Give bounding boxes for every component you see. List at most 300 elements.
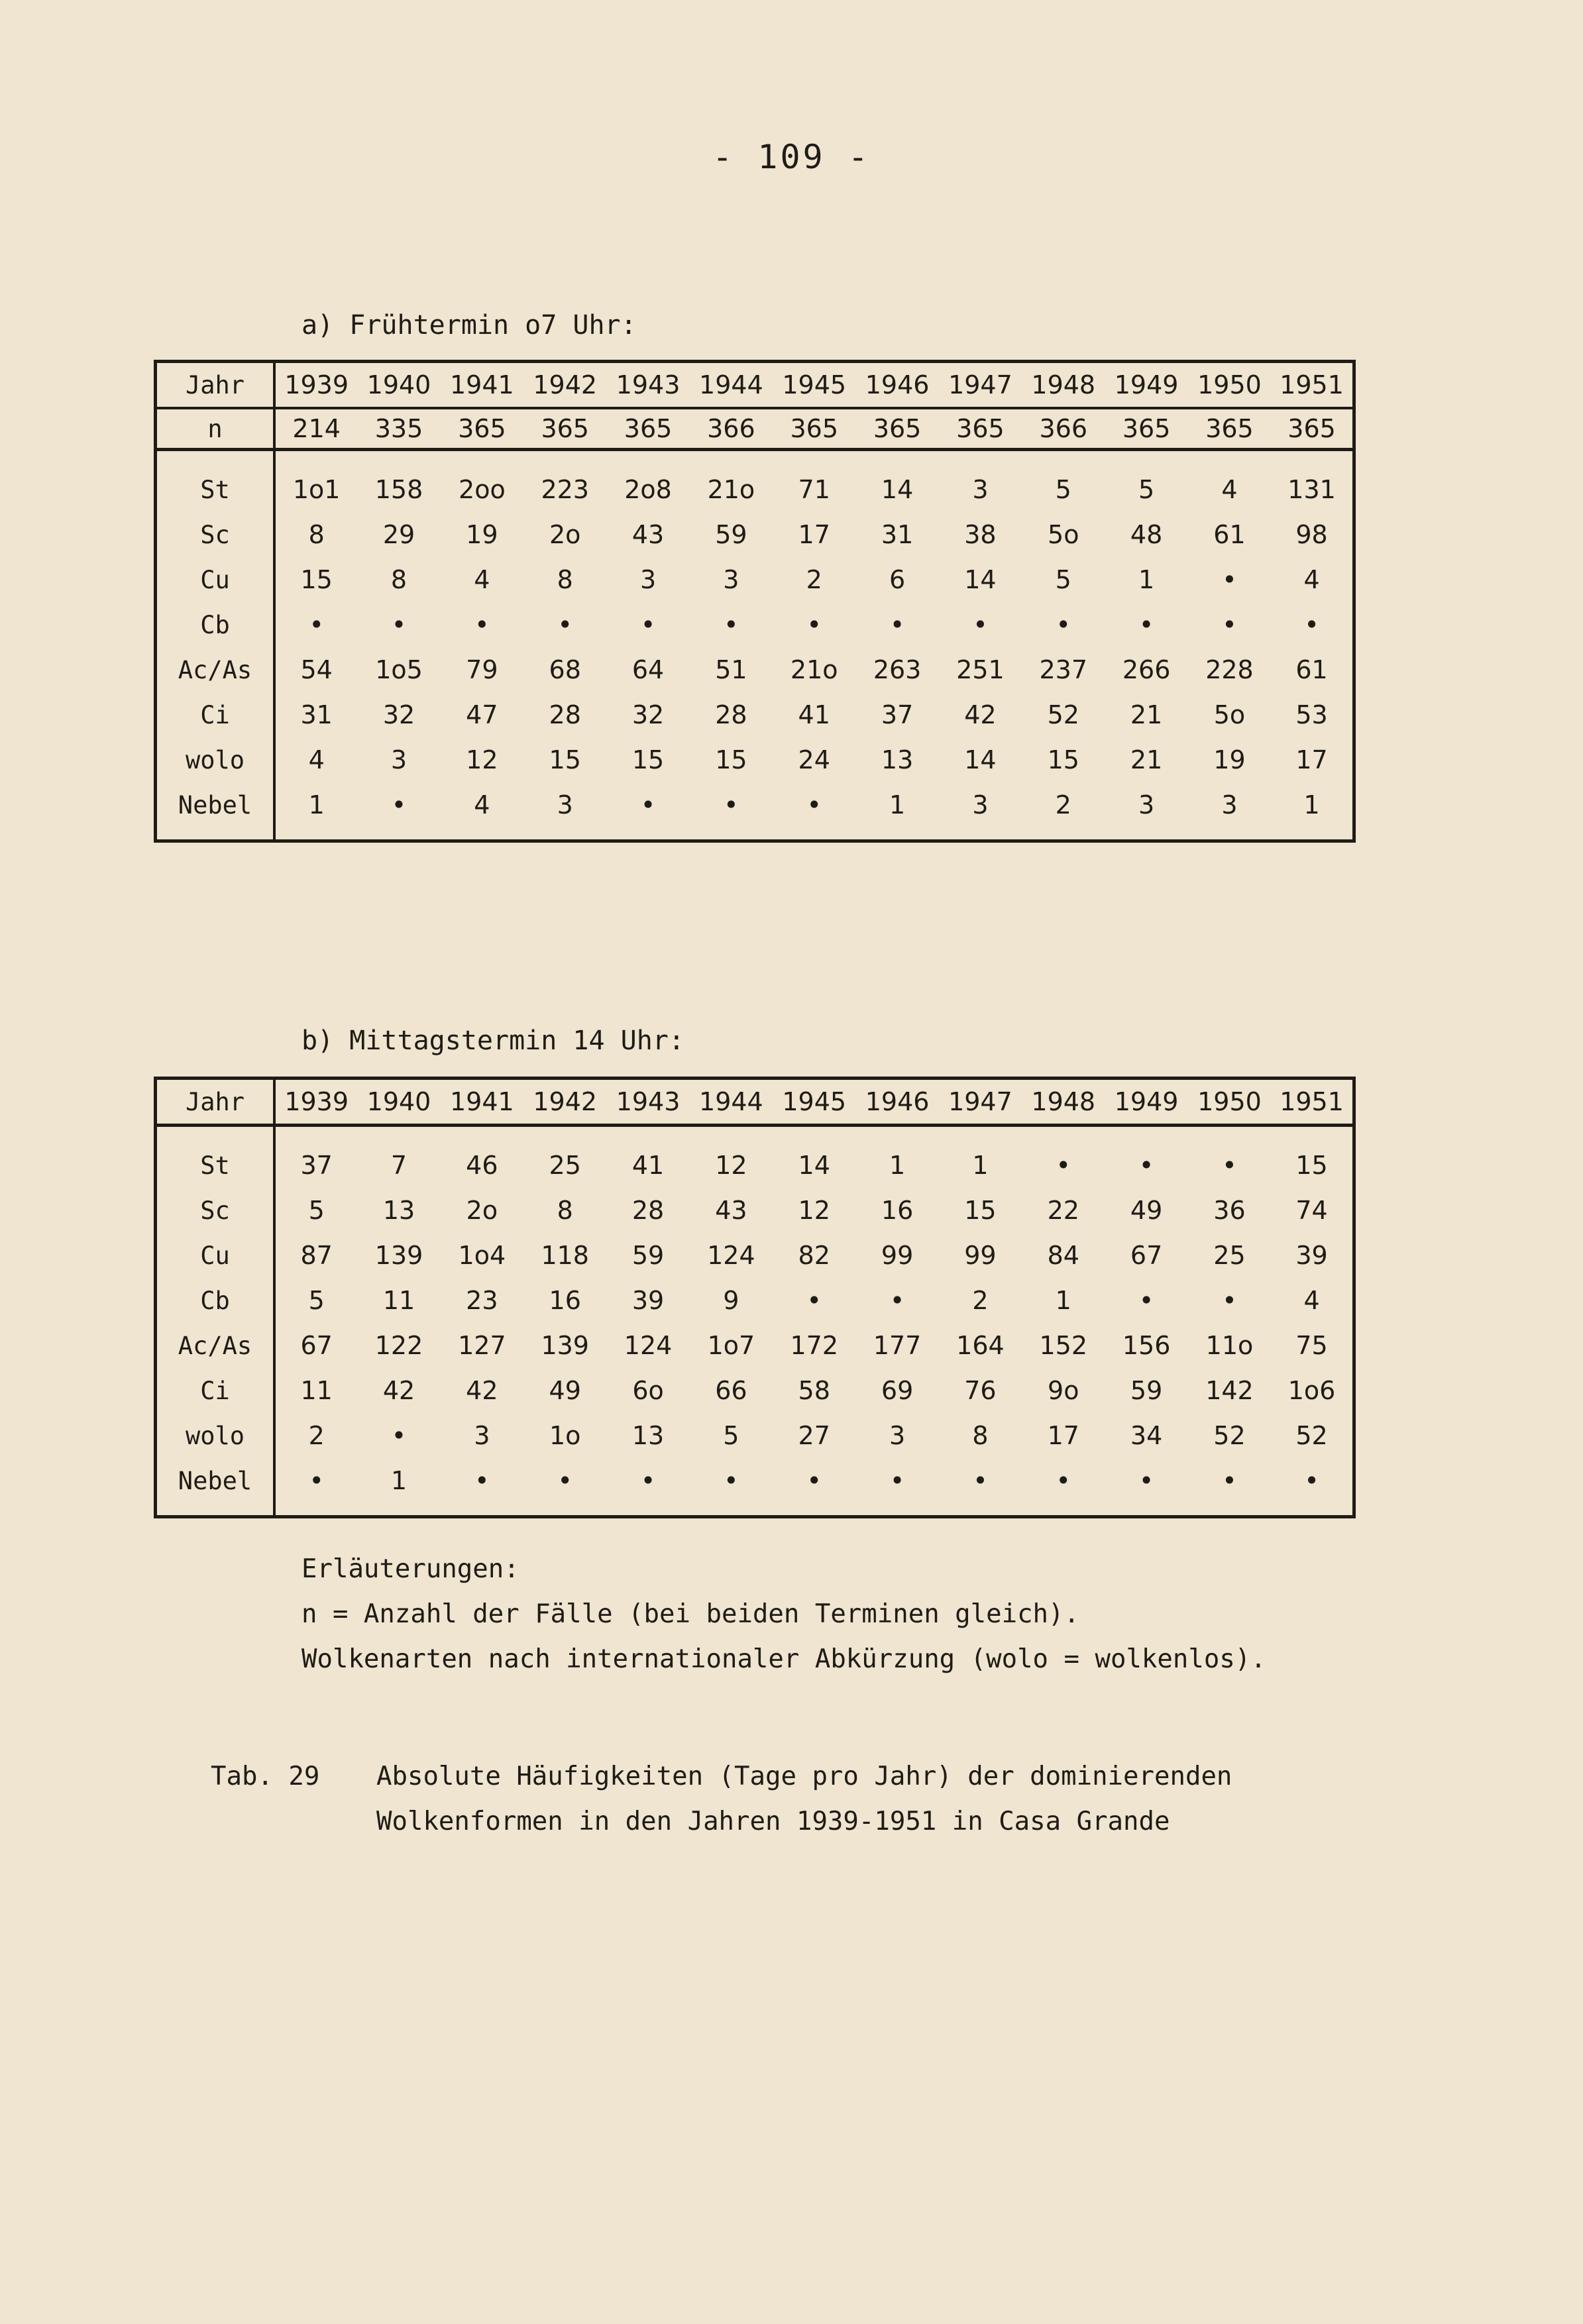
year-header: 1942 bbox=[533, 370, 598, 399]
table-cell: 76 bbox=[964, 1376, 997, 1405]
table-cell: 48 bbox=[1130, 520, 1163, 549]
table-cell: 74 bbox=[1295, 1196, 1328, 1225]
row-header-label: Jahr bbox=[156, 1079, 275, 1126]
table-cell: 17 bbox=[1047, 1421, 1079, 1450]
year-header: 1942 bbox=[533, 1087, 598, 1116]
table-row bbox=[156, 1188, 1354, 1233]
table-cell: 3 bbox=[889, 1421, 906, 1450]
table-cell: 31 bbox=[881, 520, 914, 549]
table-cell: • bbox=[640, 610, 656, 639]
table-cell: • bbox=[1304, 610, 1319, 639]
table-cell: 172 bbox=[790, 1331, 838, 1360]
row-label: Ac/As bbox=[156, 647, 275, 692]
table-cell: 61 bbox=[1295, 655, 1328, 684]
year-header: 1950 bbox=[1197, 370, 1262, 399]
table-cell: 14 bbox=[881, 475, 914, 504]
table-cell: 4 bbox=[1221, 475, 1238, 504]
table-row bbox=[156, 1458, 1354, 1503]
section-b-heading: b) Mittagstermin 14 Uhr: bbox=[301, 1026, 684, 1056]
table-cell: 14 bbox=[964, 745, 997, 774]
table-cell: 11 bbox=[300, 1376, 333, 1405]
table-cell: 54 bbox=[300, 655, 333, 684]
year-header: 1947 bbox=[948, 370, 1012, 399]
table-row bbox=[156, 782, 1354, 827]
table-row bbox=[156, 1323, 1354, 1368]
table-cell: • bbox=[1138, 1286, 1154, 1315]
table-cell: • bbox=[640, 1466, 656, 1495]
table-cell: 3 bbox=[1221, 790, 1238, 819]
table-cell: 5o bbox=[1048, 520, 1079, 549]
spacer-cell bbox=[156, 450, 275, 468]
year-header: 1939 bbox=[284, 1087, 349, 1116]
table-cell: 2 bbox=[806, 565, 822, 594]
year-header: 1951 bbox=[1280, 1087, 1344, 1116]
table-midday bbox=[154, 1077, 1356, 1518]
table-cell: • bbox=[889, 1466, 905, 1495]
table-cell: 5o bbox=[1213, 700, 1246, 729]
page-number: - 109 - bbox=[712, 138, 871, 176]
table-cell: 13 bbox=[881, 745, 914, 774]
table-cell: 13 bbox=[382, 1196, 415, 1225]
table-cell: 2 bbox=[972, 1286, 989, 1315]
table-cell: 164 bbox=[956, 1331, 1005, 1360]
table-cell: 49 bbox=[1130, 1196, 1163, 1225]
year-header: 1941 bbox=[450, 370, 514, 399]
table-cell: • bbox=[557, 610, 573, 639]
table-row bbox=[156, 1368, 1354, 1413]
table-cell: 37 bbox=[881, 700, 914, 729]
table-cell: 3 bbox=[557, 790, 573, 819]
table-cell: 84 bbox=[1047, 1241, 1079, 1270]
table-cell: 3 bbox=[972, 790, 989, 819]
table-cell: 4 bbox=[474, 790, 490, 819]
table-cell: 8 bbox=[390, 565, 408, 594]
table-cell: 3 bbox=[390, 745, 408, 774]
table-cell: 59 bbox=[715, 520, 747, 549]
table-cell: 1 bbox=[1055, 1286, 1071, 1315]
spacer-row bbox=[156, 827, 1354, 841]
table-cell: 2o bbox=[466, 1196, 498, 1225]
table-cell: 1 bbox=[889, 790, 906, 819]
table-cell: 335 bbox=[357, 408, 440, 450]
table-cell: 99 bbox=[881, 1241, 914, 1270]
year-header: 1947 bbox=[948, 1087, 1012, 1116]
table-cell: • bbox=[557, 1466, 573, 1495]
year-header: 1940 bbox=[366, 1087, 431, 1116]
table-cell: 59 bbox=[631, 1241, 665, 1270]
row-label: Ci bbox=[156, 692, 275, 737]
table-cell: 1 bbox=[972, 1151, 989, 1180]
table-cell: 5 bbox=[308, 1286, 325, 1315]
row-label: wolo bbox=[156, 737, 275, 782]
table-cell: 34 bbox=[1130, 1421, 1163, 1450]
table-cell: 15 bbox=[1047, 745, 1079, 774]
row-label: Cu bbox=[156, 557, 275, 602]
table-cell: 42 bbox=[964, 700, 997, 729]
table-cell: 42 bbox=[382, 1376, 415, 1405]
table-cell: 51 bbox=[715, 655, 747, 684]
table-cell: 177 bbox=[873, 1331, 922, 1360]
table-cell: • bbox=[1222, 1151, 1237, 1180]
table-cell: • bbox=[309, 610, 324, 639]
table-cell: 124 bbox=[707, 1241, 755, 1270]
table-row bbox=[156, 1413, 1354, 1458]
year-header: 1948 bbox=[1031, 1087, 1096, 1116]
year-header: 1946 bbox=[865, 1087, 930, 1116]
table-cell: 15 bbox=[964, 1196, 997, 1225]
table-cell: 5 bbox=[1055, 475, 1071, 504]
table-cell: 131 bbox=[1287, 475, 1336, 504]
n-row bbox=[156, 408, 1354, 450]
table-cell: 98 bbox=[1295, 520, 1328, 549]
table-cell: 23 bbox=[466, 1286, 498, 1315]
row-label: Sc bbox=[156, 1188, 275, 1233]
table-cell: 365 bbox=[773, 408, 855, 450]
table-cell: 366 bbox=[690, 408, 773, 450]
table-cell: • bbox=[640, 790, 656, 819]
table-cell: 156 bbox=[1122, 1331, 1171, 1360]
table-cell: 223 bbox=[541, 475, 589, 504]
table-cell: 61 bbox=[1213, 520, 1246, 549]
table-cell: • bbox=[1138, 1466, 1154, 1495]
table-cell: 14 bbox=[798, 1151, 830, 1180]
row-label: Ac/As bbox=[156, 1323, 275, 1368]
table-cell: 4 bbox=[1303, 1286, 1320, 1315]
table-cell: 5 bbox=[1138, 475, 1155, 504]
table-cell: 52 bbox=[1047, 700, 1079, 729]
table-row bbox=[156, 1233, 1354, 1278]
table-cell: 13 bbox=[631, 1421, 665, 1450]
table-cell: 2 bbox=[1055, 790, 1071, 819]
table-cell: 32 bbox=[631, 700, 665, 729]
table-cell: 49 bbox=[549, 1376, 581, 1405]
table-cell: 12 bbox=[798, 1196, 830, 1225]
table-cell: 41 bbox=[798, 700, 830, 729]
table-cell: 139 bbox=[541, 1331, 589, 1360]
row-label: Ci bbox=[156, 1368, 275, 1413]
table-cell: 1 bbox=[1303, 790, 1320, 819]
table-cell: 6o bbox=[632, 1376, 664, 1405]
caption-label: Tab. 29 bbox=[211, 1762, 320, 1791]
caption-line-2: Wolkenformen in den Jahren 1939-1951 in Casa Grande bbox=[376, 1807, 1170, 1836]
table-cell: 8 bbox=[972, 1421, 989, 1450]
table-cell: 31 bbox=[300, 700, 333, 729]
year-header: 1940 bbox=[366, 370, 431, 399]
row-label: St bbox=[156, 467, 275, 512]
table-cell: 24 bbox=[798, 745, 830, 774]
year-header: 1943 bbox=[616, 370, 681, 399]
table-row bbox=[156, 647, 1354, 692]
table-cell: 27 bbox=[798, 1421, 830, 1450]
table-cell: 15 bbox=[1295, 1151, 1328, 1180]
table-cell: 1 bbox=[1138, 565, 1155, 594]
table-cell: 8 bbox=[557, 565, 573, 594]
table-cell: 15 bbox=[549, 745, 581, 774]
table-cell: 9o bbox=[1048, 1376, 1079, 1405]
table-cell: 1 bbox=[308, 790, 325, 819]
spacer-cell bbox=[156, 1126, 275, 1143]
table-cell: • bbox=[973, 610, 988, 639]
table-cell: 39 bbox=[1295, 1241, 1328, 1270]
year-header: 1951 bbox=[1280, 370, 1344, 399]
table-cell: • bbox=[806, 1286, 822, 1315]
table-cell: 11 bbox=[382, 1286, 415, 1315]
table-cell: 99 bbox=[964, 1241, 997, 1270]
row-label: Cb bbox=[156, 1278, 275, 1323]
table-row bbox=[156, 737, 1354, 782]
table-cell: • bbox=[309, 1466, 324, 1495]
table-cell: • bbox=[1222, 565, 1237, 594]
table-cell: 25 bbox=[1213, 1241, 1246, 1270]
table-cell: 8 bbox=[557, 1196, 573, 1225]
table-cell: 79 bbox=[466, 655, 498, 684]
spacer-cell bbox=[274, 827, 1354, 841]
table-cell: 365 bbox=[441, 408, 523, 450]
notes-line-1: n = Anzahl der Fälle (bei beiden Terminen gleich). bbox=[301, 1599, 1079, 1629]
table-cell: 9 bbox=[723, 1286, 739, 1315]
table-cell: 37 bbox=[300, 1151, 333, 1180]
table-cell: 2o bbox=[549, 520, 581, 549]
table-cell: 1o bbox=[549, 1421, 581, 1450]
table-cell: 22 bbox=[1047, 1196, 1079, 1225]
table-cell: 365 bbox=[1271, 408, 1354, 450]
spacer-cell bbox=[156, 827, 275, 841]
spacer-row bbox=[156, 450, 1354, 468]
table-cell: • bbox=[973, 1466, 988, 1495]
table-cell: 266 bbox=[1122, 655, 1171, 684]
row-label: Cb bbox=[156, 602, 275, 647]
year-header: 1944 bbox=[699, 1087, 763, 1116]
table-cell: 2 bbox=[308, 1421, 325, 1450]
table-cell: 36 bbox=[1213, 1196, 1246, 1225]
table-cell: 365 bbox=[1188, 408, 1271, 450]
table-cell: 2oo bbox=[459, 475, 506, 504]
table-cell: 71 bbox=[798, 475, 830, 504]
row-label: Cu bbox=[156, 1233, 275, 1278]
table-cell: • bbox=[806, 610, 822, 639]
table-cell: 21 bbox=[1130, 700, 1163, 729]
table-caption bbox=[211, 1754, 1232, 1844]
table-cell: 64 bbox=[631, 655, 665, 684]
spacer-row bbox=[156, 1503, 1354, 1517]
table-row bbox=[156, 1278, 1354, 1323]
table-cell: • bbox=[1222, 1466, 1237, 1495]
table-cell: 67 bbox=[1130, 1241, 1163, 1270]
year-header: 1945 bbox=[782, 1087, 847, 1116]
table-row bbox=[156, 602, 1354, 647]
table-cell: 365 bbox=[1105, 408, 1187, 450]
table-cell: • bbox=[474, 1466, 490, 1495]
table-cell: 4 bbox=[474, 565, 490, 594]
table-cell: 118 bbox=[541, 1241, 589, 1270]
table-cell: 365 bbox=[606, 408, 689, 450]
table-cell: 39 bbox=[631, 1286, 665, 1315]
table-morning bbox=[154, 360, 1356, 843]
table-cell: 8 bbox=[308, 520, 325, 549]
table-cell: 32 bbox=[382, 700, 415, 729]
table-cell: 67 bbox=[300, 1331, 333, 1360]
table-cell: • bbox=[1304, 1466, 1319, 1495]
table-cell: • bbox=[724, 1466, 739, 1495]
table-cell: 52 bbox=[1295, 1421, 1328, 1450]
table-cell: • bbox=[889, 610, 905, 639]
header-row bbox=[156, 362, 1354, 409]
table-cell: 66 bbox=[715, 1376, 747, 1405]
year-header: 1944 bbox=[699, 370, 763, 399]
table-cell: 124 bbox=[624, 1331, 673, 1360]
table-cell: 263 bbox=[873, 655, 922, 684]
table-cell: 3 bbox=[474, 1421, 490, 1450]
table-cell: • bbox=[391, 1421, 407, 1450]
table-row bbox=[156, 512, 1354, 557]
section-a-heading: a) Frühtermin o7 Uhr: bbox=[301, 310, 637, 341]
spacer-cell bbox=[274, 450, 1354, 468]
table-cell: 142 bbox=[1205, 1376, 1254, 1405]
table-cell: 5 bbox=[308, 1196, 325, 1225]
header-row bbox=[156, 1079, 1354, 1126]
table-cell: 5 bbox=[1055, 565, 1071, 594]
year-header: 1950 bbox=[1197, 1087, 1262, 1116]
table-cell: 2o8 bbox=[624, 475, 672, 504]
row-label: Nebel bbox=[156, 782, 275, 827]
table-cell: 43 bbox=[715, 1196, 747, 1225]
row-label: wolo bbox=[156, 1413, 275, 1458]
table-cell: 15 bbox=[715, 745, 747, 774]
year-header: 1949 bbox=[1114, 1087, 1179, 1116]
table-cell: • bbox=[806, 1466, 822, 1495]
table-cell: 214 bbox=[274, 408, 357, 450]
table-cell: 1o6 bbox=[1287, 1376, 1336, 1405]
table-cell: 122 bbox=[374, 1331, 423, 1360]
table-cell: 237 bbox=[1039, 655, 1088, 684]
table-cell: 87 bbox=[300, 1241, 333, 1270]
spacer-cell bbox=[156, 1503, 275, 1517]
table-cell: 21 bbox=[1130, 745, 1163, 774]
table-cell: 1o1 bbox=[292, 475, 341, 504]
table-row bbox=[156, 692, 1354, 737]
table-cell: 19 bbox=[466, 520, 498, 549]
caption-line-1: Absolute Häufigkeiten (Tage pro Jahr) der dominierenden bbox=[376, 1762, 1232, 1791]
row-label: Sc bbox=[156, 512, 275, 557]
table-cell: • bbox=[1138, 1151, 1154, 1180]
year-header: 1939 bbox=[284, 370, 349, 399]
year-header: 1946 bbox=[865, 370, 930, 399]
year-header: 1948 bbox=[1031, 370, 1096, 399]
table-cell: 59 bbox=[1130, 1376, 1163, 1405]
year-header: 1943 bbox=[616, 1087, 681, 1116]
table-cell: 4 bbox=[308, 745, 325, 774]
table-cell: 47 bbox=[466, 700, 498, 729]
table-row bbox=[156, 467, 1354, 512]
table-cell: 53 bbox=[1295, 700, 1328, 729]
table-cell: 4 bbox=[1303, 565, 1320, 594]
table-cell: 38 bbox=[964, 520, 997, 549]
table-cell: 1o5 bbox=[375, 655, 423, 684]
table-cell: 12 bbox=[466, 745, 498, 774]
table-row bbox=[156, 1143, 1354, 1188]
notes bbox=[301, 1547, 1266, 1682]
table-cell: 68 bbox=[549, 655, 581, 684]
table-cell: 365 bbox=[939, 408, 1022, 450]
table-cell: 16 bbox=[881, 1196, 914, 1225]
table-cell: 1 bbox=[889, 1151, 906, 1180]
table-cell: 28 bbox=[549, 700, 581, 729]
table-cell: 7 bbox=[390, 1151, 408, 1180]
table-cell: 365 bbox=[855, 408, 938, 450]
table-cell: 25 bbox=[549, 1151, 581, 1180]
table-cell: 28 bbox=[631, 1196, 665, 1225]
table-cell: 17 bbox=[798, 520, 830, 549]
table-cell: • bbox=[474, 610, 490, 639]
table-cell: 3 bbox=[723, 565, 739, 594]
row-label: n bbox=[156, 408, 275, 450]
table-cell: 365 bbox=[523, 408, 606, 450]
table-cell: • bbox=[1056, 610, 1071, 639]
year-header: 1949 bbox=[1114, 370, 1179, 399]
year-header: 1945 bbox=[782, 370, 847, 399]
table-cell: • bbox=[1056, 1466, 1071, 1495]
table-row bbox=[156, 557, 1354, 602]
table-cell: • bbox=[1138, 610, 1154, 639]
table-cell: 42 bbox=[466, 1376, 498, 1405]
table-cell: 58 bbox=[798, 1376, 830, 1405]
table-cell: 14 bbox=[964, 565, 997, 594]
table-cell: 1o7 bbox=[707, 1331, 755, 1360]
table-cell: 3 bbox=[1138, 790, 1155, 819]
table-cell: 127 bbox=[458, 1331, 506, 1360]
table-cell: 21o bbox=[790, 655, 838, 684]
table-cell: • bbox=[806, 790, 822, 819]
table-cell: 15 bbox=[300, 565, 333, 594]
table-cell: • bbox=[724, 790, 739, 819]
year-header: 1941 bbox=[450, 1087, 514, 1116]
table-cell: 152 bbox=[1039, 1331, 1088, 1360]
table-cell: 366 bbox=[1022, 408, 1105, 450]
table-cell: 3 bbox=[639, 565, 657, 594]
table-cell: 19 bbox=[1213, 745, 1246, 774]
table-cell: 17 bbox=[1295, 745, 1328, 774]
table-cell: 3 bbox=[972, 475, 989, 504]
table-cell: 228 bbox=[1205, 655, 1254, 684]
notes-line-2: Wolkenarten nach internationaler Abkürzung (wolo = wolkenlos). bbox=[301, 1644, 1266, 1674]
table-cell: 251 bbox=[956, 655, 1005, 684]
table-cell: 16 bbox=[549, 1286, 581, 1315]
table-cell: • bbox=[724, 610, 739, 639]
table-cell: 15 bbox=[631, 745, 665, 774]
table-cell: • bbox=[391, 790, 407, 819]
table-cell: 11o bbox=[1205, 1331, 1254, 1360]
table-cell: 41 bbox=[631, 1151, 665, 1180]
table-cell: • bbox=[1056, 1151, 1071, 1180]
table-cell: 139 bbox=[374, 1241, 423, 1270]
table-cell: 46 bbox=[466, 1151, 498, 1180]
table-cell: 82 bbox=[798, 1241, 830, 1270]
table-cell: 158 bbox=[374, 475, 423, 504]
table-cell: 29 bbox=[382, 520, 415, 549]
table-cell: • bbox=[889, 1286, 905, 1315]
table-cell: • bbox=[1222, 610, 1237, 639]
table-cell: • bbox=[391, 610, 407, 639]
table-cell: 12 bbox=[715, 1151, 747, 1180]
notes-title: Erläuterungen: bbox=[301, 1554, 519, 1584]
row-header-label: Jahr bbox=[156, 362, 275, 409]
table-cell: 1 bbox=[390, 1466, 408, 1495]
spacer-cell bbox=[274, 1503, 1354, 1517]
table-cell: 43 bbox=[631, 520, 665, 549]
row-label: Nebel bbox=[156, 1458, 275, 1503]
table-cell: 6 bbox=[889, 565, 906, 594]
spacer-cell bbox=[274, 1126, 1354, 1143]
